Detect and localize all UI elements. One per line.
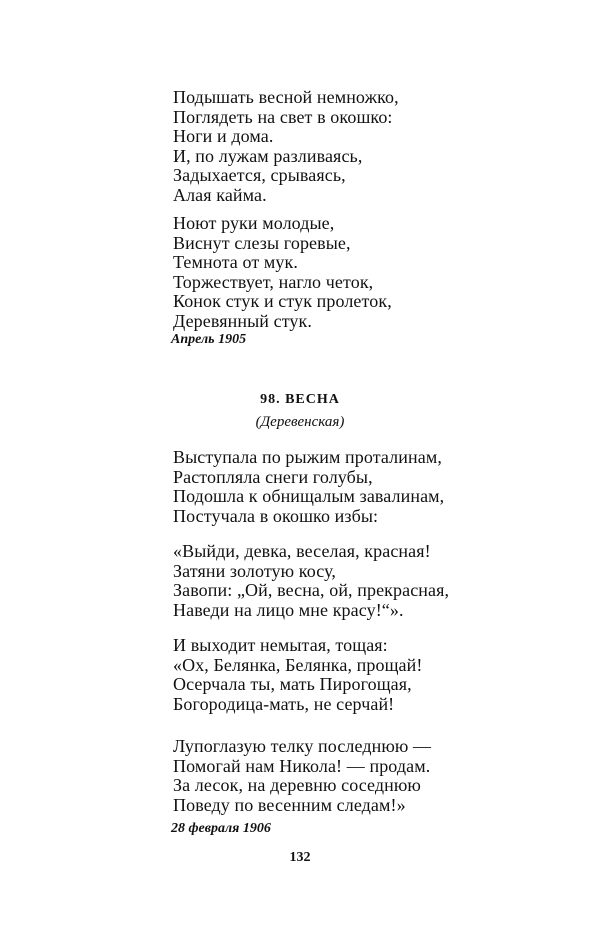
poem-line: Задыхается, срываясь, <box>173 165 346 186</box>
poem-line: Наведи на лицо мне красу!“». <box>173 599 404 620</box>
poem-line: Растопляла снеги голубы, <box>173 466 373 487</box>
poem1-date: Апрель 1905 <box>171 332 247 347</box>
poem-line: Затяни золотую косу, <box>173 560 337 581</box>
poem-line: Ноют руки молодые, <box>173 213 335 233</box>
poem-line: Поглядеть на свет в окошко: <box>173 106 393 127</box>
poem-line: Алая кайма. <box>173 184 267 205</box>
poem2-stanza-2 <box>173 542 449 620</box>
poem-line: Темнота от мук. <box>173 252 298 273</box>
poem-line: Деревянный стук. <box>173 310 312 331</box>
poem2-stanza-1 <box>173 448 444 526</box>
poem2-stanza-3 <box>173 636 422 714</box>
poem2-stanza-4 <box>173 737 431 815</box>
poem-subtitle: (Деревенская) <box>255 414 345 430</box>
poem-line: Ноги и дома. <box>173 126 274 147</box>
poem-line: Торжествует, нагло четок, <box>173 271 374 292</box>
poem2-date: 28 февраля 1906 <box>171 821 271 836</box>
poem-line: «Ох, Белянка, Белянка, прощай! <box>173 654 423 675</box>
poem-line: Выступала по рыжим проталинам, <box>173 447 442 467</box>
poem-line: Богородица-мать, не серчай! <box>173 693 395 714</box>
poem-title: 98. ВЕСНА <box>260 392 340 407</box>
poem-line: И, по лужам разливаясь, <box>173 145 363 166</box>
poem-line: И выходит немытая, тощая: <box>173 635 388 655</box>
poem-line: Помогай нам Никола! — продам. <box>173 755 431 776</box>
poem-line: Подошла к обнищалым завалинам, <box>173 486 445 507</box>
poem-line: Виснут слезы горевые, <box>173 232 351 253</box>
poem1-stanza-1 <box>173 88 399 206</box>
poem-line: Конок стук и стук пролеток, <box>173 291 392 312</box>
poem-line: Осерчала ты, мать Пирогощая, <box>173 674 412 695</box>
poem-line: Лупоглазую телку последнюю — <box>173 736 432 756</box>
poem1-stanza-2 <box>173 214 392 332</box>
poem-line: Поведу по весенним следам!» <box>173 794 406 815</box>
page-number: 132 <box>289 850 311 865</box>
poem-line: Постучала в окошко избы: <box>173 505 379 526</box>
poem-line: «Выйди, девка, веселая, красная! <box>173 541 431 561</box>
poem-line: Подышать весной немножко, <box>173 87 399 107</box>
poem-line: Завопи: „Ой, весна, ой, прекрасная, <box>173 580 450 601</box>
poem-line: За лесок, на деревню соседнюю <box>173 775 421 796</box>
